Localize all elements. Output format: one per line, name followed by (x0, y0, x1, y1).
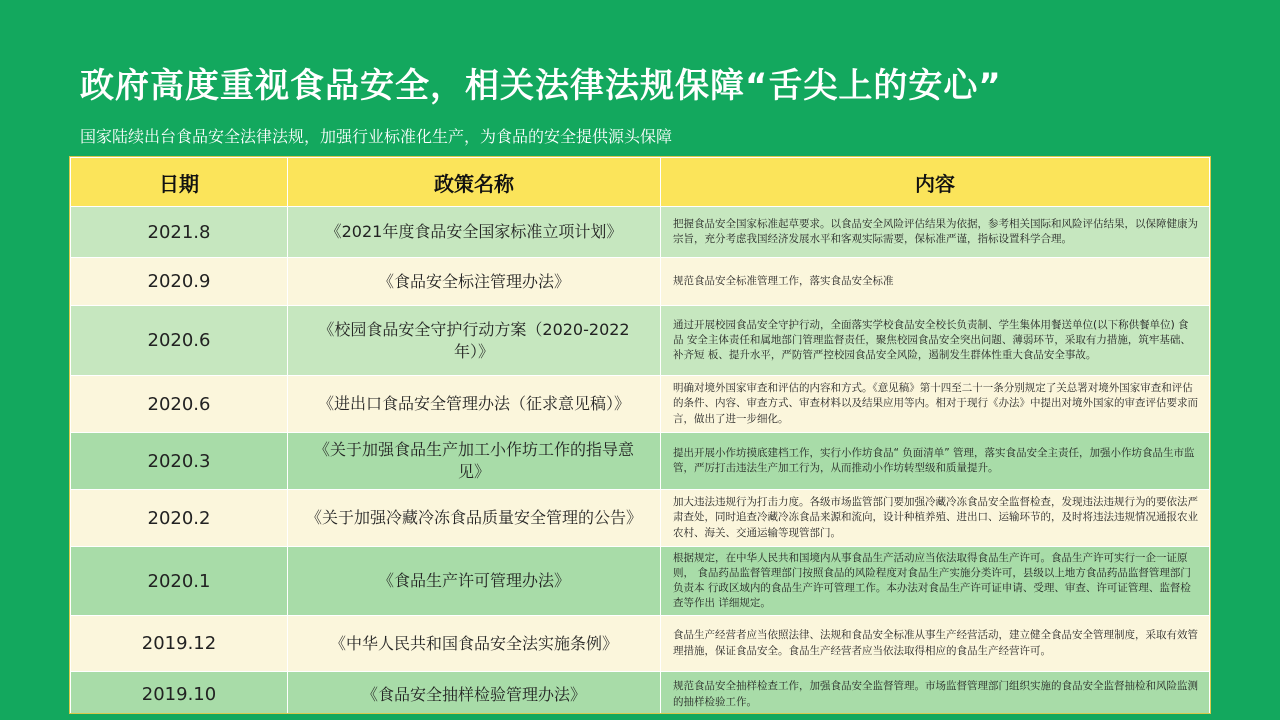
row-date: 2019.12 (71, 616, 288, 672)
table-row (71, 490, 1210, 547)
page-title: 政府高度重视食品安全，相关法律法规保障“舌尖上的安心” (80, 66, 1002, 106)
row-date: 2020.1 (71, 547, 288, 616)
row-content: 加大违法违规行为打击力度。各级市场监管部门要加强冷藏冷冻食品安全监督检查，发现违法违规行为的要依法严 肃查处，同时追查冷藏冷冻食品来源和流向，设计种植养殖、进出口、运输环节的，及时将违法违规情况通报农业 农村、海关、交通运输等现管部门。 (661, 490, 1210, 547)
table-row (71, 306, 1210, 376)
row-content: 根据规定，在中华人民共和国境内从事食品生产活动应当依法取得食品生产许可。食品生产许可实行一企一证原则， 食品药品监督管理部门按照食品的风险程度对食品生产实施分类许可，县级以上地方食品药品监督管理部门负责本 行政区域内的食品生产许可管理工作。本办法对食品生产许可证申请、受理、审查、许可证管理、监督检查等作出 详细规定。 (661, 547, 1210, 616)
row-content: 明确对境外国家审查和评估的内容和方式。《意见稿》第十四至二十一条分别规定了关总署对境外国家审查和评估 的条件、内容、审查方式、审查材料以及结果应用等内。相对于现行《办法》中提出对境外国家的审查评估要求而 言，做出了进一步细化。 (661, 376, 1210, 433)
row-policy-name: 《关于加强食品生产加工小作坊工作的指导意见》 (288, 433, 661, 490)
policy-table (69, 156, 1211, 714)
row-content: 提出开展小作坊摸底建档工作，实行小作坊食品“ 负面清单” 管理，落实食品安全主责任，加强小作坊食品生市监 管，严厉打击违法生产加工行为，从而推动小作坊转型级和质量提升。 (661, 433, 1210, 490)
row-policy-name: 《食品安全标注管理办法》 (288, 258, 661, 306)
row-date: 2020.2 (71, 490, 288, 547)
header-content: 内容 (661, 158, 1210, 207)
row-date: 2020.3 (71, 433, 288, 490)
row-policy-name: 《2021年度食品安全国家标准立项计划》 (288, 207, 661, 258)
header-date: 日期 (71, 158, 288, 207)
row-date: 2020.6 (71, 376, 288, 433)
row-policy-name: 《食品安全抽样检验管理办法》 (288, 672, 661, 715)
row-date: 2021.8 (71, 207, 288, 258)
row-content: 规范食品安全标准管理工作，落实食品安全标准 (661, 258, 1210, 306)
table-row (71, 258, 1210, 306)
table-row (71, 376, 1210, 433)
table-row (71, 433, 1210, 490)
row-date: 2020.9 (71, 258, 288, 306)
row-policy-name: 《校园食品安全守护行动方案（2020-2022年）》 (288, 306, 661, 376)
header-policy-name: 政策名称 (288, 158, 661, 207)
row-policy-name: 《中华人民共和国食品安全法实施条例》 (288, 616, 661, 672)
row-content: 通过开展校园食品安全守护行动，全面落实学校食品安全校长负责制、学生集体用餐送单位(以下称供餐单位) 食品 安全主体责任和属地部门管理监督责任，聚焦校园食品安全突出问题、薄弱环节，采取有力措施，筑牢基础、补齐短 板、提升水平，严防管严控校园食品安全风险，遏制发生群体性重大食品安全事故。 (661, 306, 1210, 376)
row-content: 规范食品安全抽样检查工作，加强食品安全监督管理。市场监督管理部门组织实施的食品安全监督抽检和风险监测 的抽样检验工作。 (661, 672, 1210, 715)
table-row (71, 547, 1210, 616)
row-policy-name: 《食品生产许可管理办法》 (288, 547, 661, 616)
row-content: 食品生产经营者应当依照法律、法规和食品安全标准从事生产经营活动，建立健全食品安全管理制度，采取有效管 理措施，保证食品安全。食品生产经营者应当依法取得相应的食品生产经营许可。 (661, 616, 1210, 672)
row-content: 把握食品安全国家标准起草要求。以食品安全风险评估结果为依据，参考相关国际和风险评估结果，以保障健康为 宗旨，充分考虑我国经济发展水平和客观实际需要，保标准严谨，指标设置科学合理。 (661, 207, 1210, 258)
table-header-row (71, 158, 1210, 207)
row-date: 2020.6 (71, 306, 288, 376)
row-policy-name: 《关于加强冷藏冷冻食品质量安全管理的公告》 (288, 490, 661, 547)
row-policy-name: 《进出口食品安全管理办法（征求意见稿）》 (288, 376, 661, 433)
row-date: 2019.10 (71, 672, 288, 715)
page-subtitle: 国家陆续出台食品安全法律法规，加强行业标准化生产，为食品的安全提供源头保障 (80, 127, 673, 146)
table-row (71, 616, 1210, 672)
table-row (71, 672, 1210, 715)
table-row (71, 207, 1210, 258)
